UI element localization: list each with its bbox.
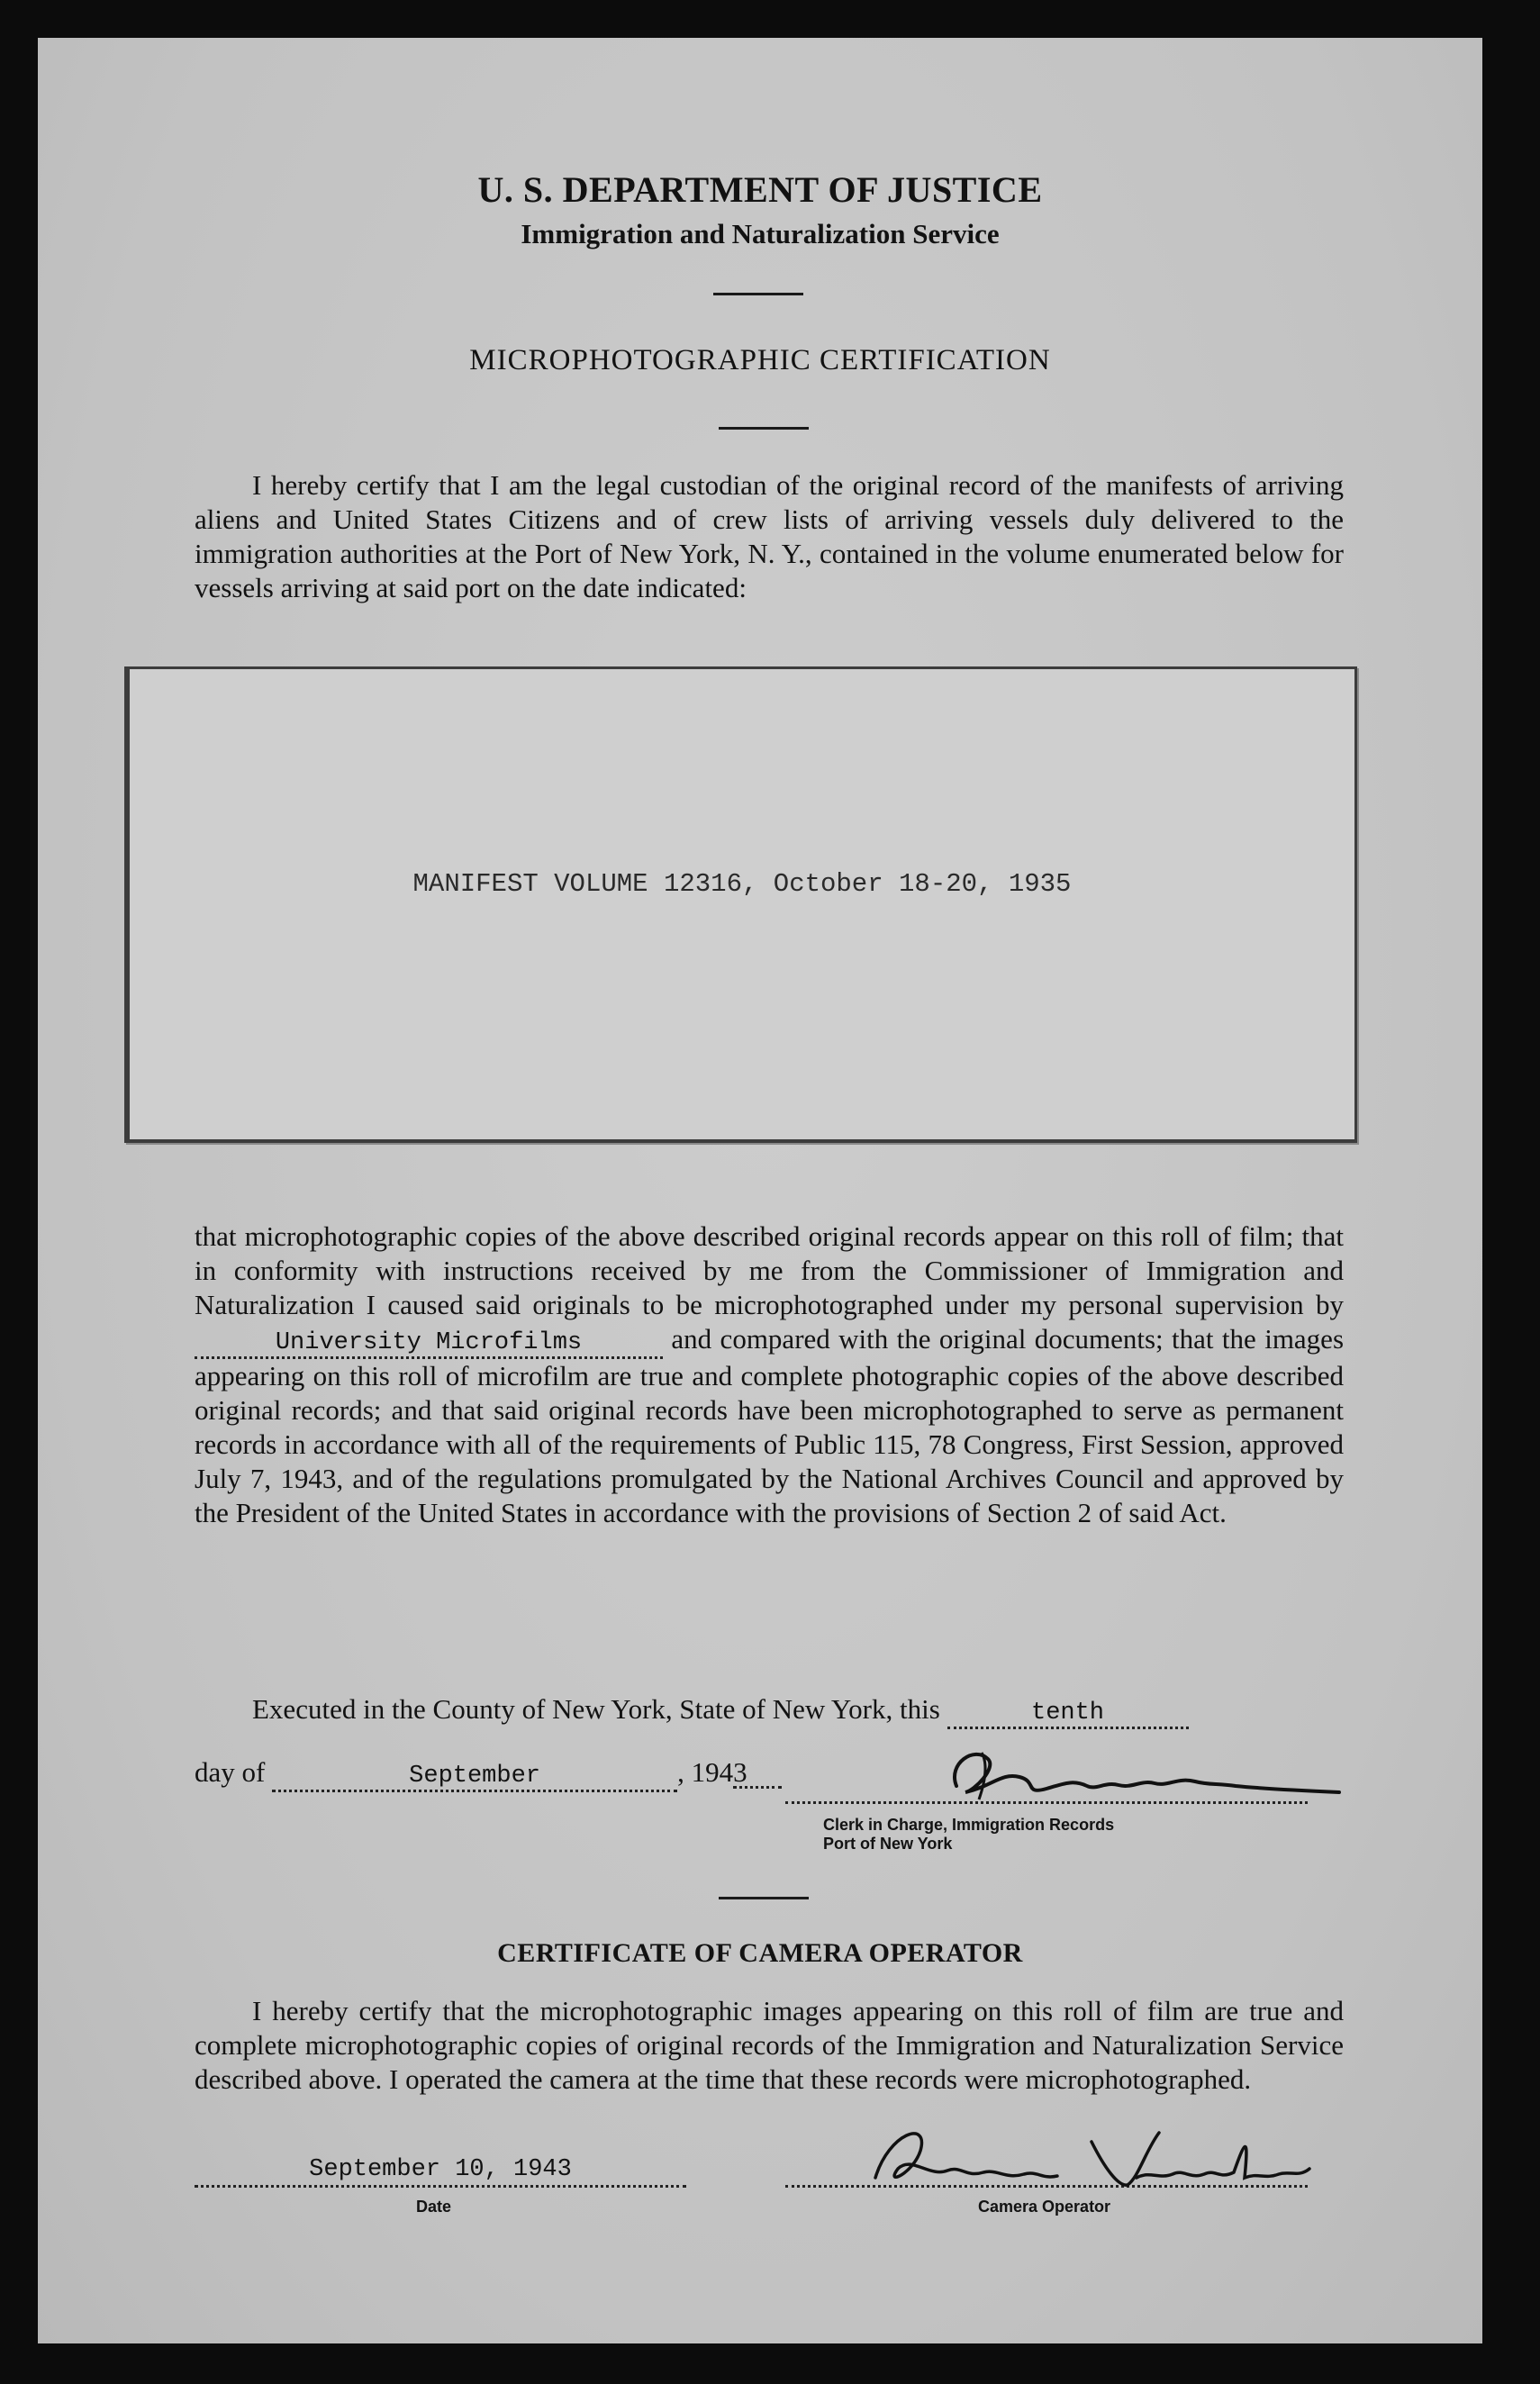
operator-company-field: [195, 1329, 663, 1359]
camera-certificate-text: I hereby certify that the microphotographic images appearing on this roll of film are true and complete microphotographic copies of original records of the Immigration and Naturalization Service described above. I operated the camera at the time that these records were microphotographed.: [195, 1995, 1344, 2095]
day-of-line: [195, 1756, 782, 1792]
camera-operator-label: Camera Operator: [978, 2198, 1111, 2216]
camera-date-label: Date: [416, 2198, 452, 2216]
execution-month: September: [409, 1763, 540, 1790]
certificate-page: [38, 38, 1482, 2343]
department-title: U. S. DEPARTMENT OF JUSTICE: [477, 169, 1043, 210]
divider: [719, 427, 809, 430]
body-paragraph: [195, 1219, 1344, 1530]
clerk-signature: [938, 1736, 1353, 1817]
divider: [713, 293, 803, 295]
body-text-part1: that microphotographic copies of the above described original records appear on this roll of film; that in conformity with instructions received by me from the Commissioner of Immigration and Naturalization I caused said originals to be microphotographed under my personal supervision by: [195, 1220, 1344, 1320]
manifest-volume-entry: MANIFEST VOLUME 12316, October 18-20, 1935: [412, 869, 1072, 899]
execution-prefix: Executed in the County of New York, State of New York, this: [252, 1693, 940, 1725]
certification-title: MICROPHOTOGRAPHIC CERTIFICATION: [469, 344, 1051, 376]
intro-paragraph: I hereby certify that I am the legal custodian of the original record of the manifests of arriving aliens and United States Citizens and of crew lists of arriving vessels duly delivered to the immigration authorities at the Port of New York, N. Y., contained in the volume enumerated below for vessels arriving at said port on the date indicated:: [195, 469, 1344, 603]
execution-month-field: [272, 1763, 677, 1792]
service-subtitle: Immigration and Naturalization Service: [521, 218, 1000, 249]
execution-day-field: [947, 1700, 1189, 1729]
execution-line: [252, 1693, 1344, 1729]
volume-box: [124, 666, 1357, 1143]
body-text-part2: and compared with the original documents; that the images appearing on this roll of microfilm are true and complete photographic copies of the above described original records; and that said original records have been microphotographed to serve as permanent records in accordance with all of the requirements of Public 115, 78 Congress, First Session, approved July 7, 1943, and of the regulations promulgated by the National Archives Council and approved by the President of the United States in accordance with the provisions of Section 2 of said Act.: [195, 1323, 1345, 1528]
camera-operator-signature: [848, 2115, 1317, 2205]
clerk-caption-line2: Port of New York: [823, 1835, 953, 1853]
clerk-caption: [823, 1816, 1114, 1854]
execution-year-digit: 3: [733, 1756, 747, 1788]
execution-year-prefix: , 194: [677, 1756, 734, 1788]
execution-day: tenth: [1031, 1700, 1105, 1727]
camera-date-line: [195, 2185, 686, 2188]
day-of-label: day of: [195, 1756, 266, 1788]
divider: [719, 1897, 809, 1899]
camera-certificate-title: CERTIFICATE OF CAMERA OPERATOR: [497, 1938, 1023, 1968]
execution-year-field: [733, 1756, 782, 1789]
camera-date-value: September 10, 1943: [309, 2156, 572, 2183]
operator-company: University Microfilms: [275, 1329, 583, 1356]
clerk-caption-line1: Clerk in Charge, Immigration Records: [823, 1816, 1115, 1834]
